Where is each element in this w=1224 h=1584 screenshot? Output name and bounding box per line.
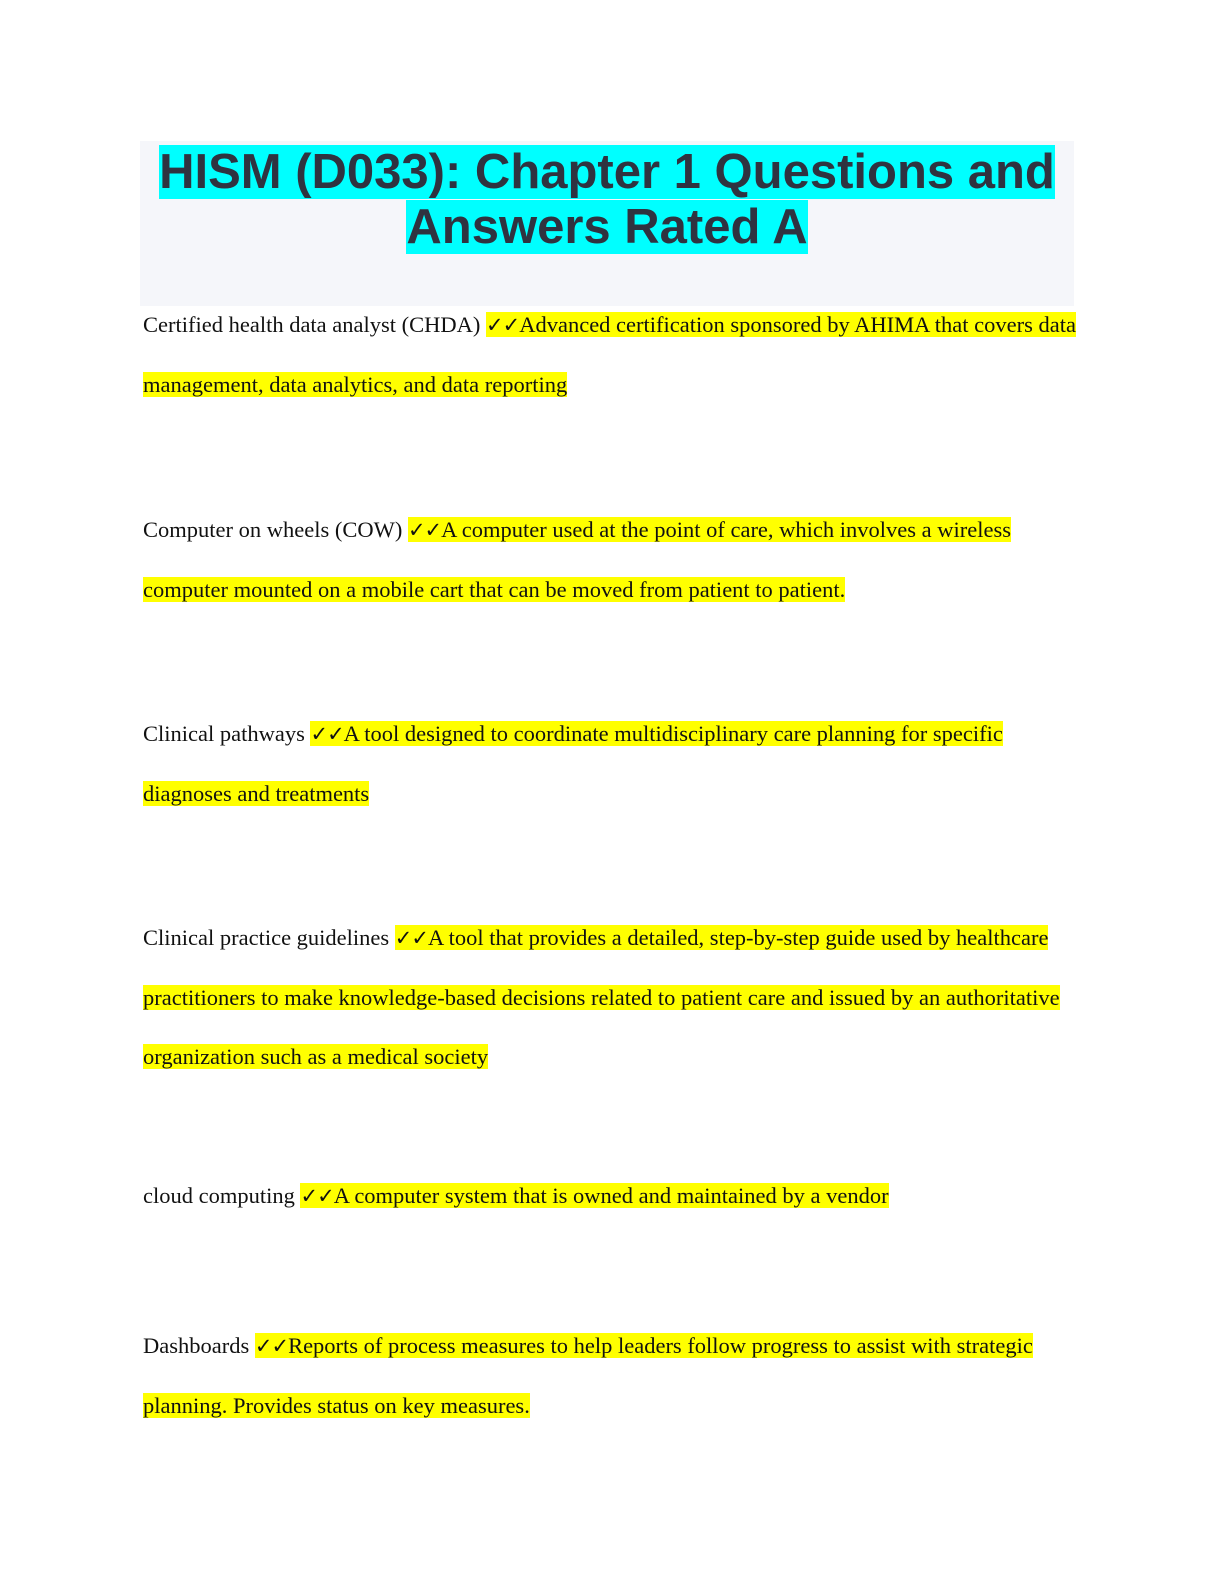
qa-definition-text: A tool designed to coordinate multidisciplinary care planning for specific diagnoses and treatments bbox=[143, 721, 1003, 806]
qa-definition-text: A computer used at the point of care, which involves a wireless computer mounted on a mobile cart that can be moved from patient to patient. bbox=[143, 517, 1011, 602]
qa-term: Certified health data analyst (CHDA) bbox=[143, 312, 481, 337]
title-box bbox=[140, 141, 1074, 306]
qa-term: Clinical practice guidelines bbox=[143, 925, 390, 950]
qa-definition bbox=[143, 1333, 1033, 1418]
qa-definition-text: A computer system that is owned and maintained by a vendor bbox=[333, 1183, 889, 1208]
double-check-icon: ✓✓ bbox=[254, 1334, 289, 1358]
double-check-icon: ✓✓ bbox=[300, 1184, 334, 1208]
qa-term: Computer on wheels (COW) bbox=[143, 517, 403, 542]
double-check-icon: ✓✓ bbox=[394, 926, 428, 950]
qa-entry bbox=[143, 704, 1078, 823]
document-title bbox=[140, 145, 1074, 255]
qa-entry bbox=[143, 1166, 1078, 1226]
qa-definition-text: A tool that provides a detailed, step-by-step guide used by healthcare practitioners to make knowledge-based decisions related to patient care and issued by an authoritative organization such as a medical society bbox=[143, 925, 1060, 1069]
double-check-icon: ✓✓ bbox=[486, 313, 520, 337]
qa-definition-text: Reports of process measures to help leaders follow progress to assist with strategic planning. Provides status on key measures. bbox=[143, 1333, 1033, 1418]
qa-entry bbox=[143, 295, 1078, 414]
double-check-icon: ✓✓ bbox=[407, 518, 442, 542]
qa-term: Dashboards bbox=[143, 1333, 250, 1358]
qa-entry bbox=[143, 500, 1078, 619]
double-check-icon: ✓✓ bbox=[310, 722, 344, 746]
qa-term: Clinical pathways bbox=[143, 721, 305, 746]
document-title-text: HISM (D033): Chapter 1 Questions and Answers Rated A bbox=[159, 145, 1055, 254]
qa-definition-text: Advanced certification sponsored by AHIMA that covers data management, data analytics, and data reporting bbox=[143, 312, 1076, 397]
qa-definition bbox=[300, 1183, 888, 1208]
qa-term: cloud computing bbox=[143, 1183, 295, 1208]
qa-entry bbox=[143, 1316, 1078, 1435]
qa-entry bbox=[143, 908, 1078, 1086]
